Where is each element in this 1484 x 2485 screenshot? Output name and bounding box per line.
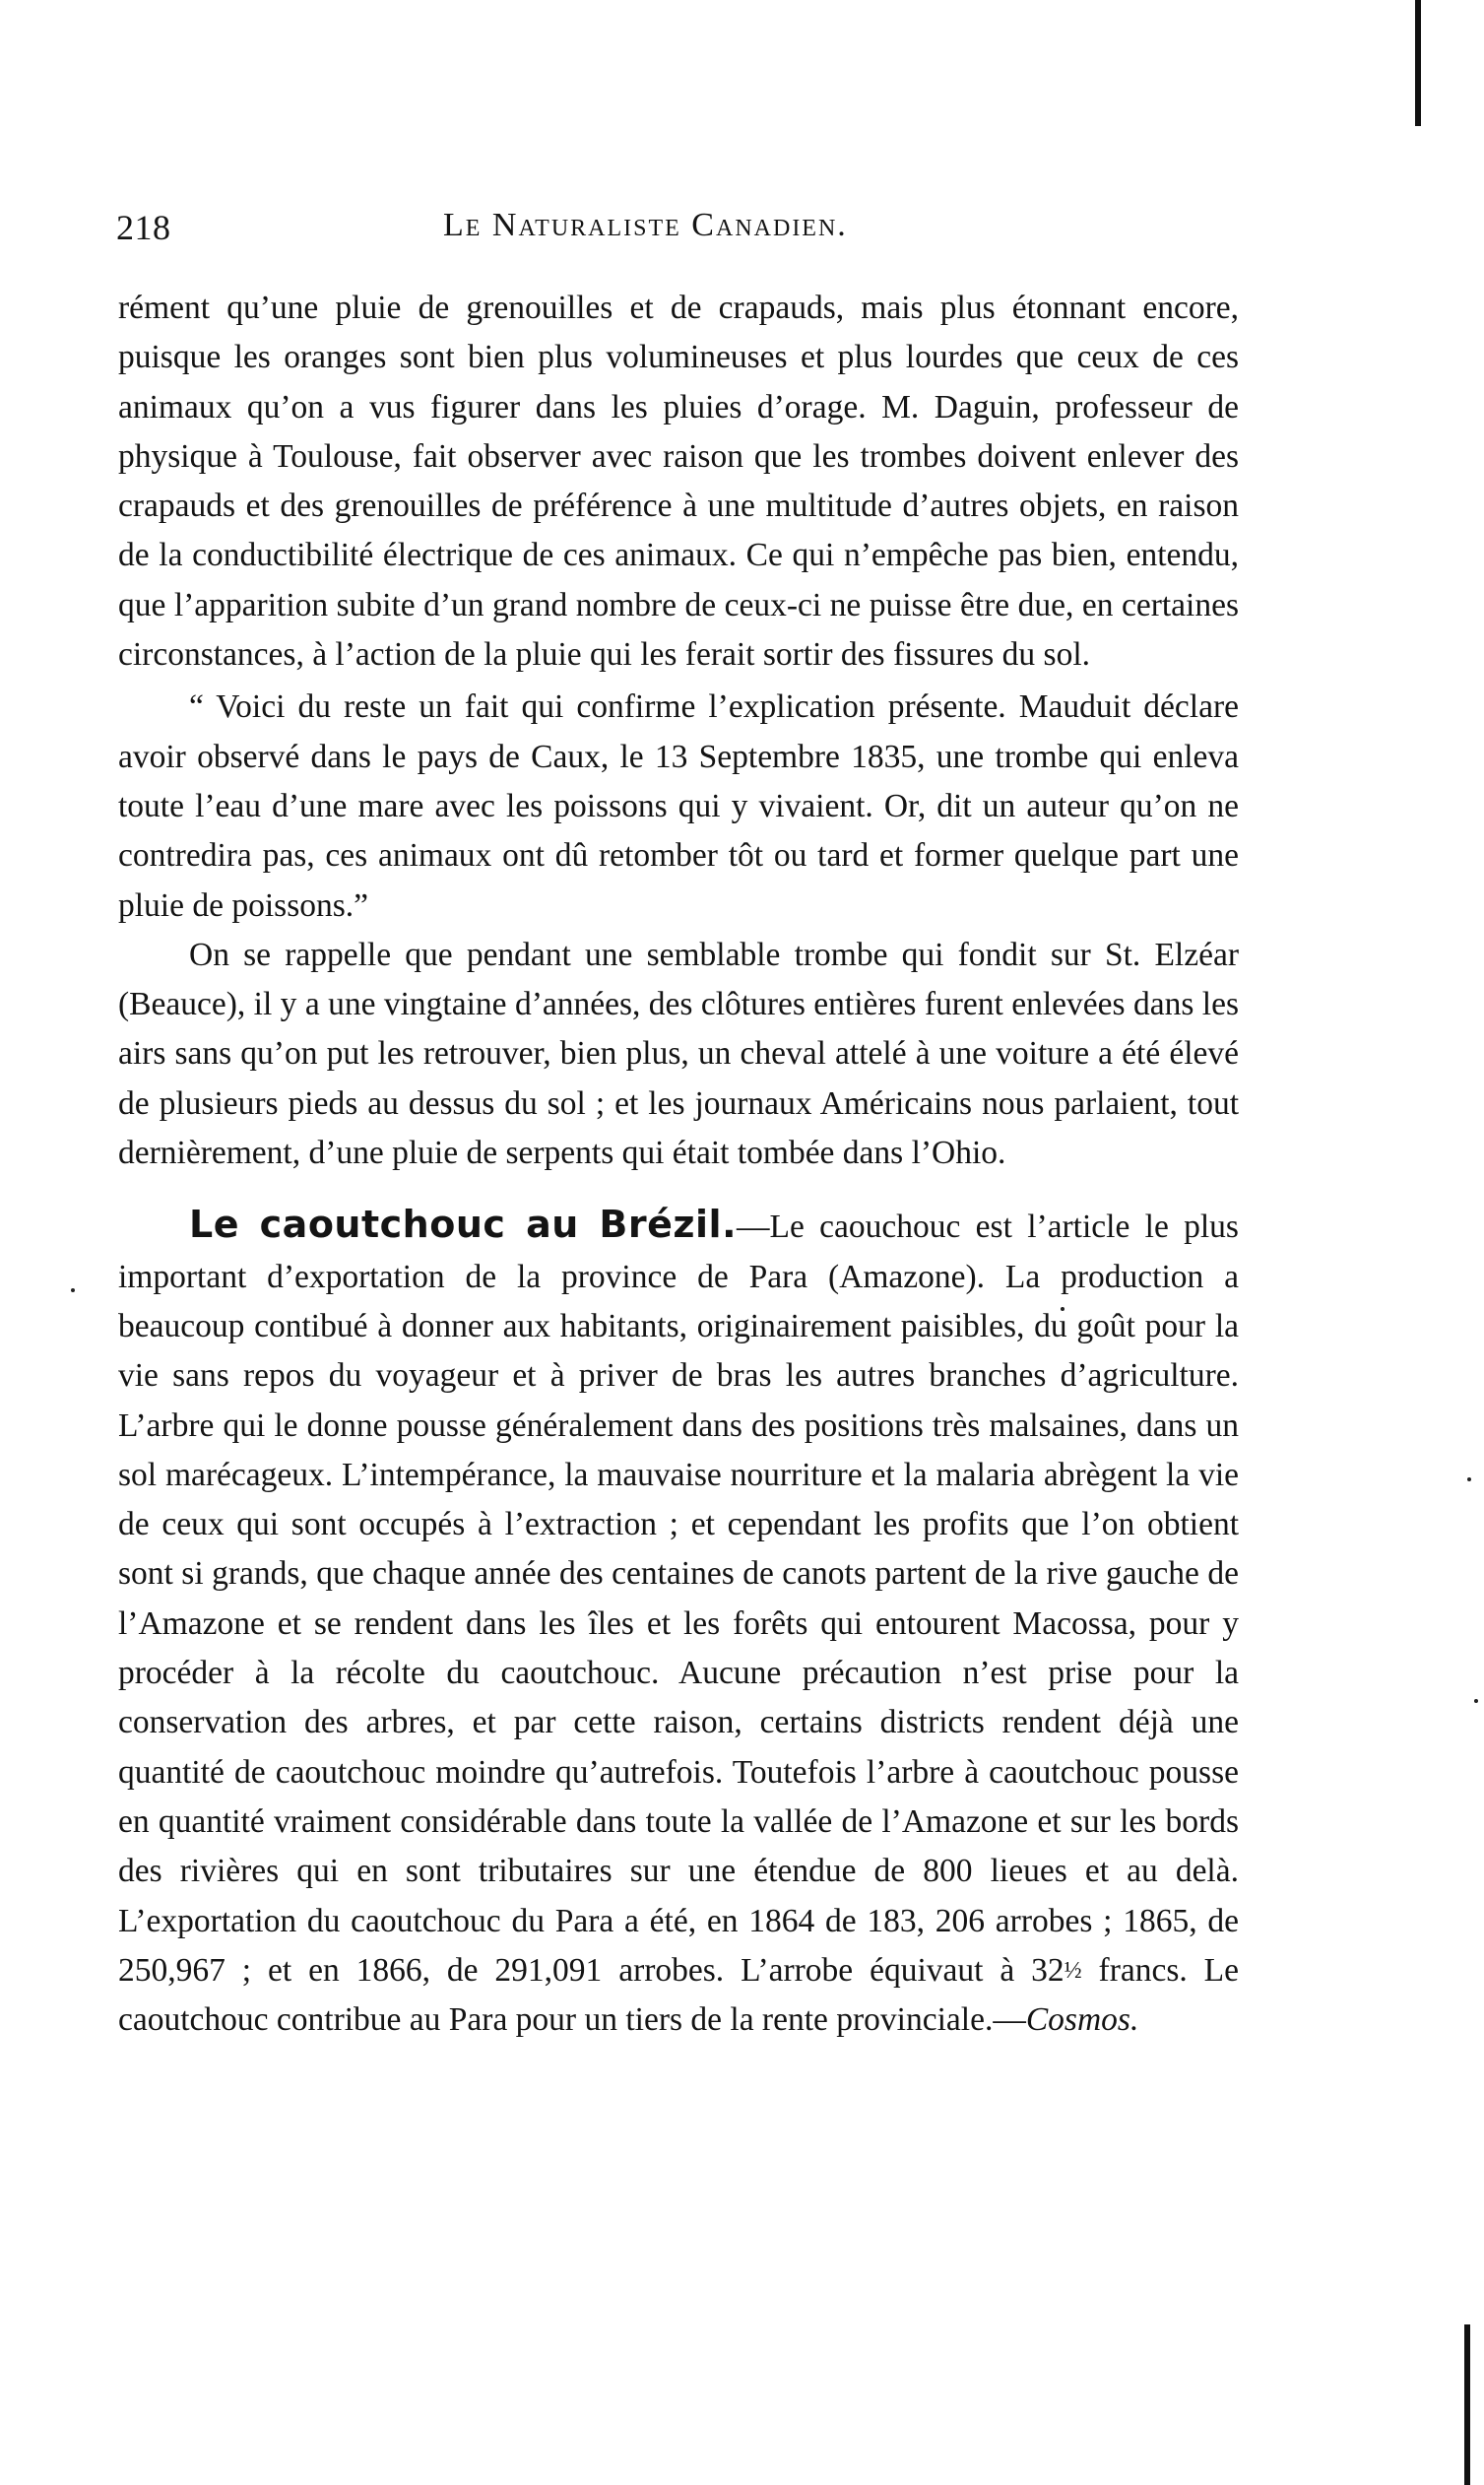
page-edge-line-top — [1415, 0, 1421, 126]
section-text-end: francs. Le caoutchouc contribue au Para pour un tiers de la rente provinciale.— — [118, 1951, 1240, 2039]
paragraph: rément qu’une pluie de grenouilles et de crapauds, mais plus étonnant encore, puisque les oranges sont bien plus volumineuses et plus lourdes que ceux de ces animaux qu’on a vus figurer dans les pluies d’orage. M. Daguin, professeur de physique à Toulouse, fait observer avec raison que les trombes doivent enlever des crapauds et des grenouilles de préférence à une multitude d’autres objets, en raison de la conductibilité électrique de ces animaux. Ce qui n’empêche pas bien, entendu, que l’apparition subite d’un grand nombre de ceux-ci ne puisse être due, en certaines circonstances, à l’action de la pluie qui les ferait sortir des fissures du sol. — [118, 290, 1239, 674]
scan-speck — [1467, 1477, 1471, 1481]
body-text — [118, 284, 1239, 2045]
page-header — [116, 207, 924, 256]
section-text: Le caouchouc est l’article le plus important d’exportation de la province de Para (Amazone). La production a beaucoup contibué à donner aux habitants, originairement paisibles, du goût pour la vie sans repos du voyageur et à priver de bras les autres branches d’agriculture. L’arbre qui le donne pousse généralement dans des positions très malsaines, dans un sol marécageux. L’intempérance, la mauvaise nourriture et la malaria abrègent la vie de ceux qui sont occupés à l’extraction ; et cependant les profits que l’on obtient sont si grands, que chaque année des centaines de canots partent de la rive gauche de l’Amazone et se rendent dans les îles et les forêts qui entourent Macossa, pour y procéder à la récolte du caoutchouc. Aucune précaution n’est prise pour la conservation des arbres, et par cette raison, certains districts rendent déjà une quantité de caoutchouc moindre qu’autrefois. Toutefois l’arbre à caoutchouc pousse en quantité vraiment considérable dans toute la vallée de l’Amazone et sur les bords des rivières qui en sont tributaires sur une étendue de 800 lieues et au delà. L’exportation du caoutchouc du Para a été, en 1864 de 183, 206 arrobes ; 1865, de 250,967 ; et en 1866, de 291,091 arrobes. L’arrobe équivaut à 32 — [118, 1209, 1239, 1989]
section-title: Le caoutchouc au Brézil. — [189, 1203, 737, 1247]
paragraph: On se rappelle que pendant une semblable trombe qui fondit sur St. Elzéar (Beauce), il y a une vingtaine d’années, des clôtures entières furent enlevées dans les airs sans qu’on put les retrouver, bien plus, un cheval attelé à une voiture a été élevé de plusieurs pieds au dessus du sol ; et les journaux Américains nous parlaient, tout dernièrement, d’une pluie de serpents qui était tombée dans l’Ohio. — [118, 936, 1239, 1172]
scan-speck — [71, 1288, 75, 1292]
page-number: 218 — [116, 208, 171, 247]
running-head: Le Naturaliste Canadien. — [443, 207, 848, 243]
fraction: ½ — [1064, 1957, 1082, 1984]
source-citation: Cosmos. — [1025, 2001, 1139, 2039]
scan-speck — [1474, 1699, 1478, 1703]
page-edge-line-bottom — [1464, 2324, 1470, 2485]
section-dash: — — [737, 1209, 770, 1246]
paragraph: “ Voici du reste un fait qui confirme l’explication présente. Mauduit déclare avoir observé dans le pays de Caux, le 13 Septembre 1835, une trombe qui enleva toute l’eau d’une mare avec les poissons qui y vivaient. Or, dit un auteur qu’on ne contredira pas, ces animaux ont dû retomber tôt ou tard et former quelque part une pluie de poissons.” — [118, 688, 1239, 924]
section-paragraph — [118, 1200, 1239, 2045]
